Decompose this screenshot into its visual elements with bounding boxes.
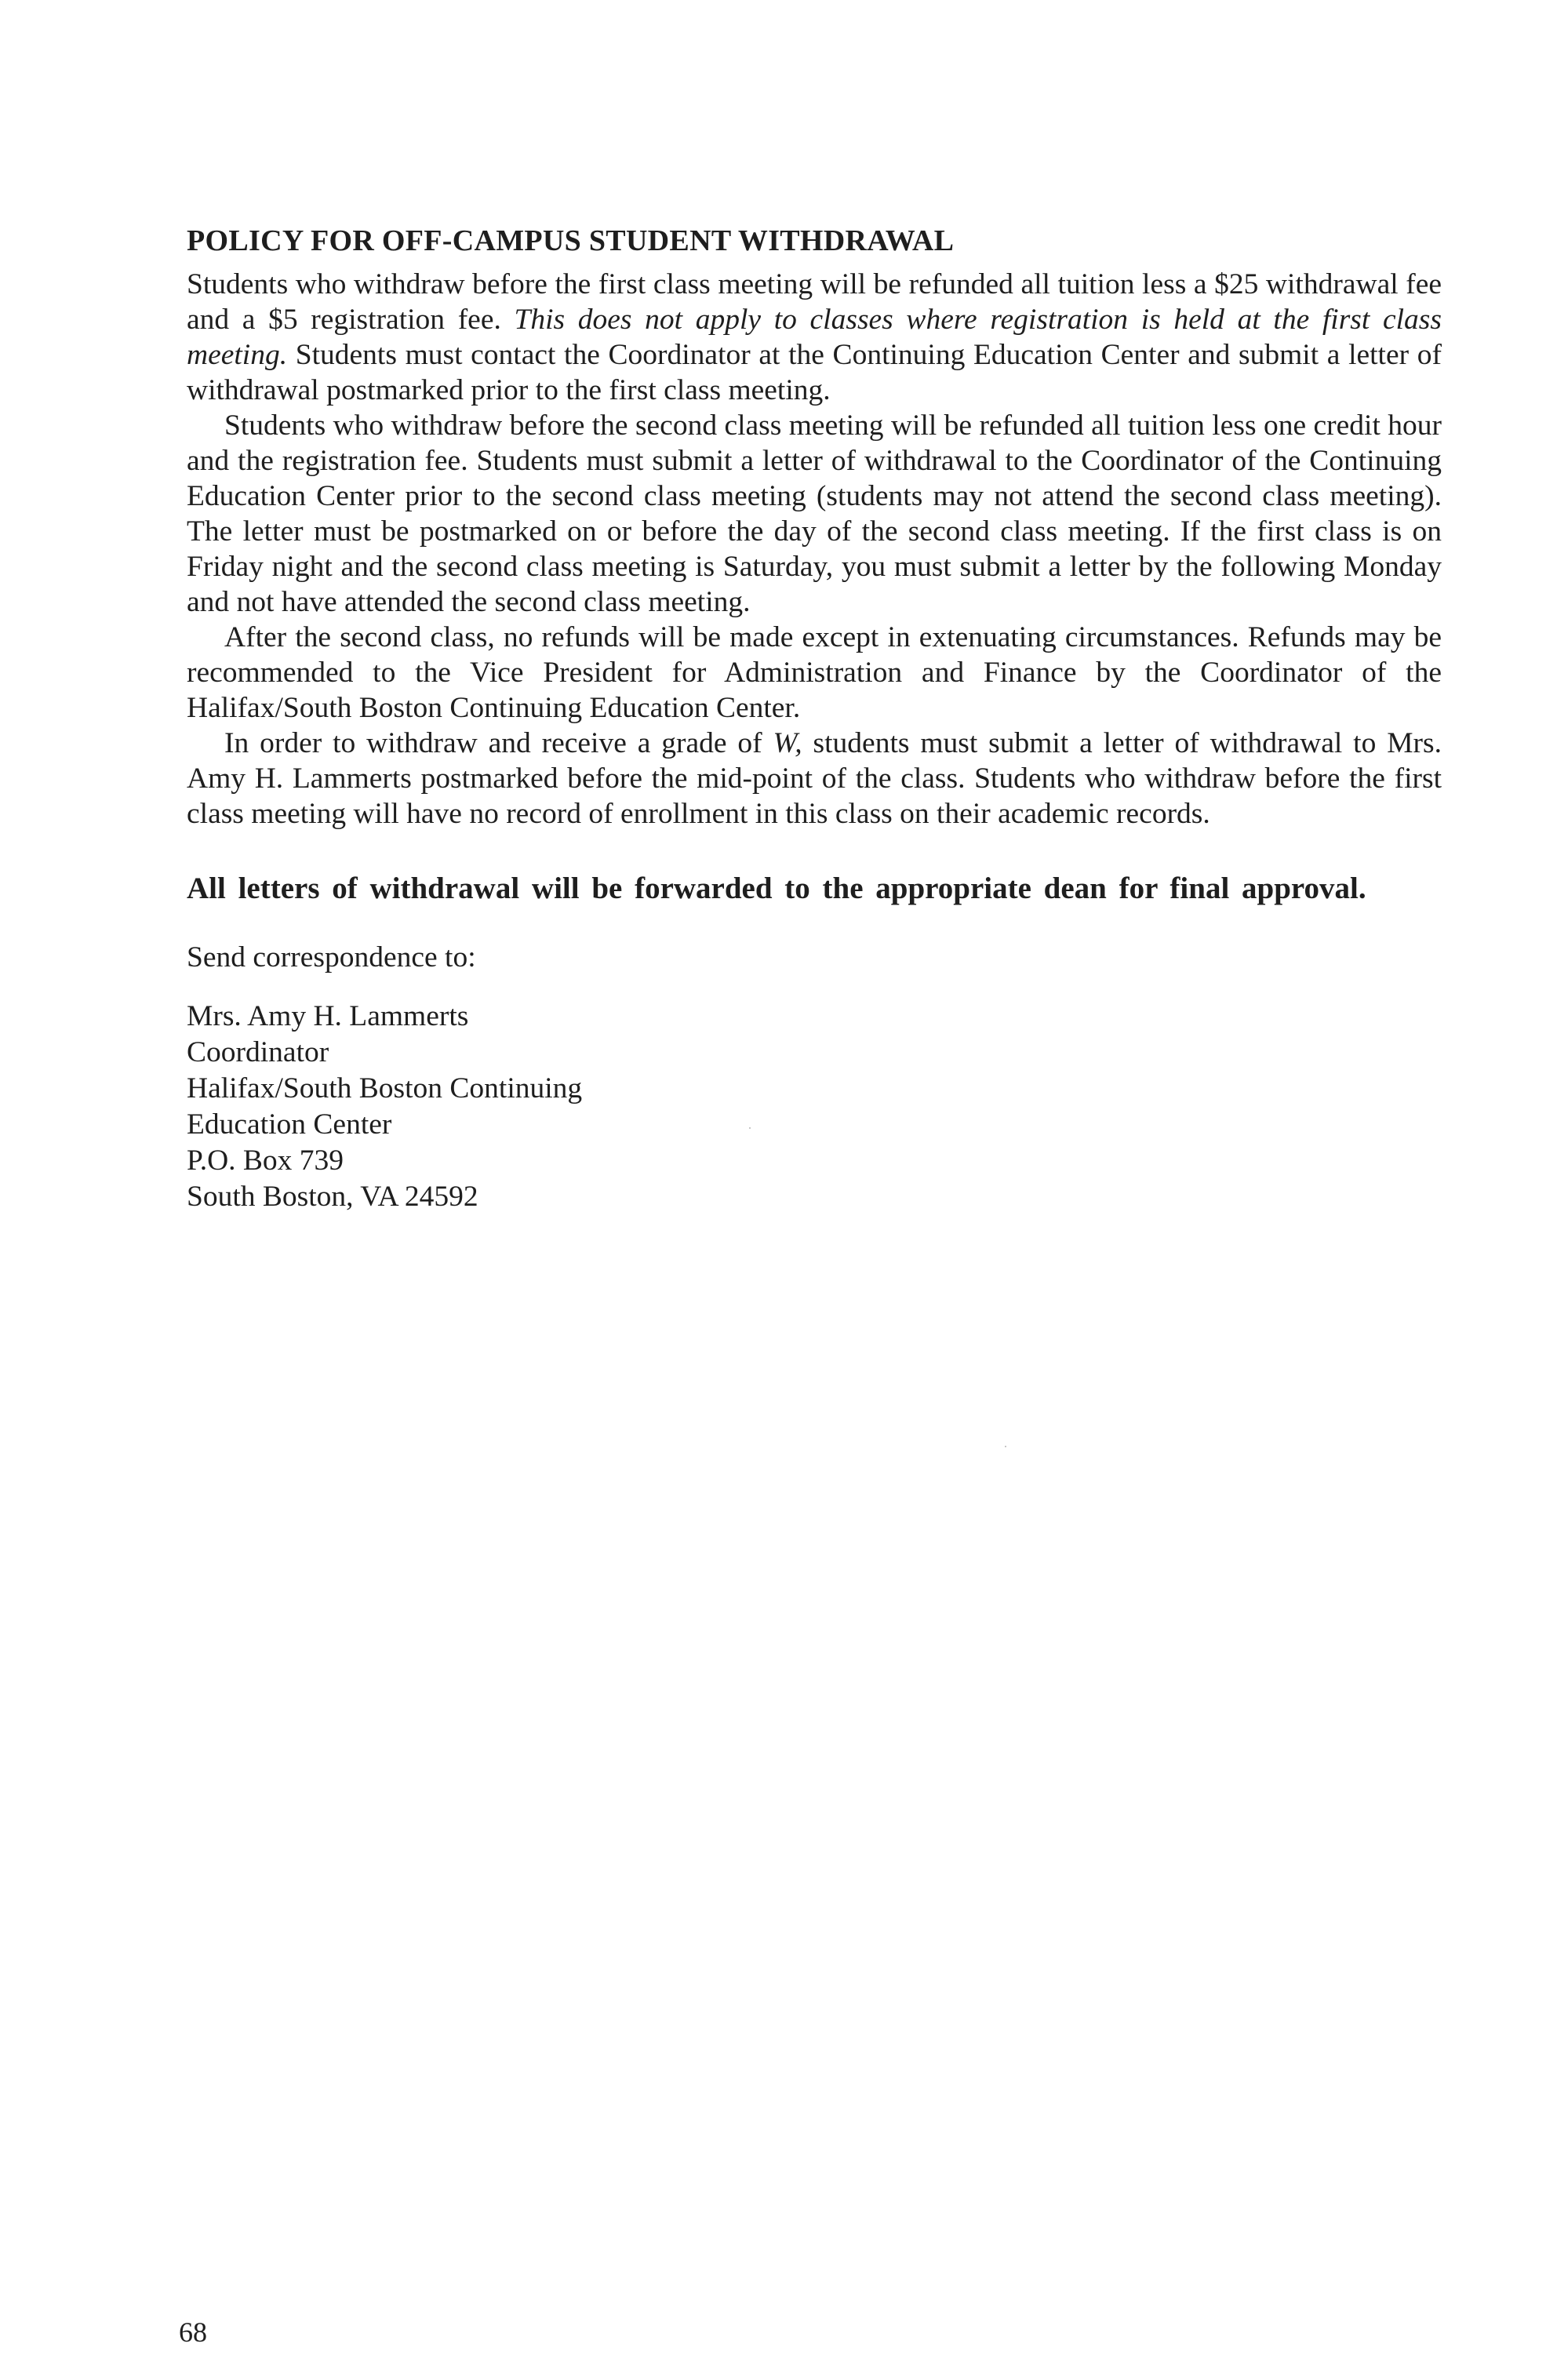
paragraph-4-text-a: In order to withdraw and receive a grade of xyxy=(224,727,773,759)
paragraph-before-first-class xyxy=(187,267,1442,408)
paragraph-1-italic-note: This does not apply to classes where registration is held at the first class meeting. xyxy=(187,304,1442,371)
send-correspondence-label: Send correspondence to: xyxy=(187,941,476,973)
address-line-organization-cont: Education Center xyxy=(187,1108,392,1141)
paragraph-grade-w xyxy=(187,726,1442,832)
policy-content xyxy=(187,221,1442,1215)
address-line-name: Mrs. Amy H. Lammerts xyxy=(187,1000,469,1032)
address-line-city-state-zip: South Boston, VA 24592 xyxy=(187,1181,478,1213)
paragraph-4-text-b: students must submit a letter of withdrawal to Mrs. Amy H. Lammerts postmarked before the mid-point of the class. Students who withdraw before the first class meeting will have no record of enrollment in this class on their academic records. xyxy=(187,727,1442,830)
address-line-organization: Halifax/South Boston Continuing xyxy=(187,1072,583,1104)
page-number: 68 xyxy=(179,2316,207,2348)
paragraph-after-second-class: After the second class, no refunds will be made except in extenuating circumstances. Refunds may be recommended to the Vice President for Administration and Finance by the Coordinator of the Halifax/South Boston Continuing Education Center. xyxy=(187,621,1442,724)
address-line-title: Coordinator xyxy=(187,1036,329,1068)
scan-speck xyxy=(749,1127,751,1129)
policy-heading: POLICY FOR OFF-CAMPUS STUDENT WITHDRAWAL xyxy=(187,224,955,257)
scan-speck xyxy=(1005,1446,1006,1447)
paragraph-1-text-b: Students must contact the Coordinator at the Continuing Education Center and submit a letter of withdrawal postmarked prior to the first class meeting. xyxy=(187,339,1442,406)
paragraph-1-text-a: Students who withdraw before the first class meeting will be refunded all tuition less a $25 withdrawal fee and a $5 registration fee. xyxy=(187,268,1442,336)
bold-notice: All letters of withdrawal will be forwarded to the appropriate dean for final approval. xyxy=(187,872,1366,905)
mailing-address xyxy=(187,999,1442,1215)
paragraph-before-second-class: Students who withdraw before the second class meeting will be refunded all tuition less one credit hour and the registration fee. Students must submit a letter of withdrawal to the Coordinator of the Continuing Education Center prior to the second class meeting (students may not attend the second class meeting). The letter must be postmarked on or before the day of the second class meeting. If the first class is on Friday night and the second class meeting is Saturday, you must submit a letter by the following Monday and not have attended the second class meeting. xyxy=(187,409,1442,618)
address-line-po-box: P.O. Box 739 xyxy=(187,1145,344,1177)
grade-w-label: W, xyxy=(773,727,802,759)
